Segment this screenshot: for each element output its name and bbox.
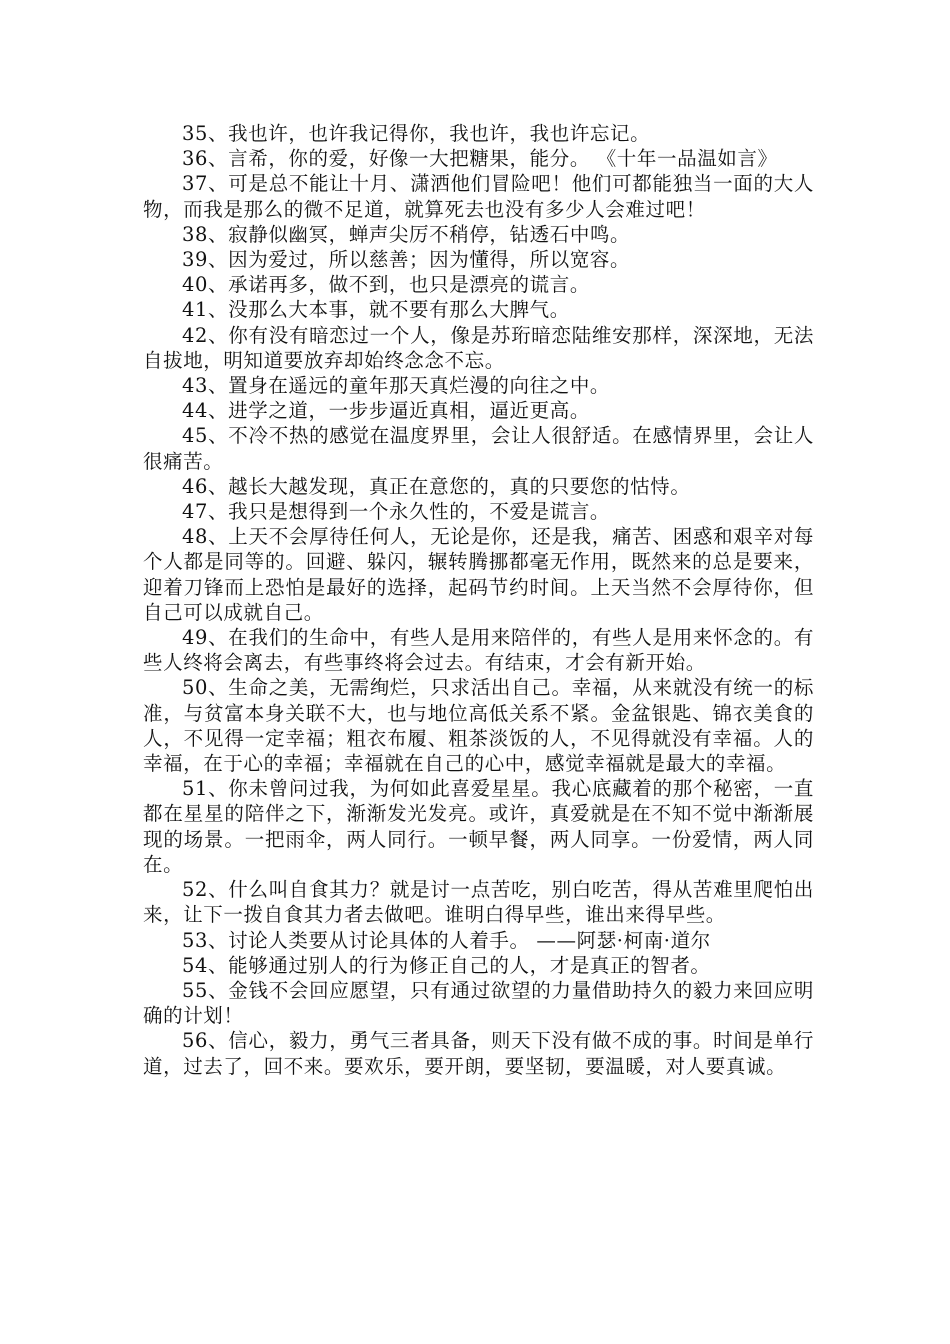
quote-paragraph-55: 55、金钱不会回应愿望，只有通过欲望的力量借助持久的毅力来回应明确的计划！ <box>143 978 814 1028</box>
quote-paragraph-50: 50、生命之美，无需绚烂，只求活出自己。幸福，从来就没有统一的标准，与贫富本身关联不大，也与地位高低关系不紧。金盆银匙、锦衣美食的人，不见得一定幸福；粗衣布履、粗茶淡饭的人，不见得就没有幸福。人的幸福，在于心的幸福；幸福就在自己的心中，感觉幸福就是最大的幸福。 <box>143 676 814 776</box>
quote-paragraph-37: 37、可是总不能让十月、潇洒他们冒险吧！他们可都能独当一面的大人物，而我是那么的微不足道，就算死去也没有多少人会难过吧！ <box>143 172 814 221</box>
quote-paragraph-40: 40、承诺再多，做不到，也只是漂亮的谎言。 <box>182 273 590 297</box>
quote-paragraph-53: 53、讨论人类要从讨论具体的人着手。 ——阿瑟·柯南·道尔 <box>182 928 711 952</box>
quote-paragraph-49: 49、在我们的生命中，有些人是用来陪伴的，有些人是用来怀念的。有些人终将会离去，有些事终将会过去。有结束，才会有新开始。 <box>143 626 814 675</box>
quote-paragraph-52: 52、什么叫自食其力？就是讨一点苦吃，别白吃苦，得从苦难里爬怕出来，让下一拨自食其力者去做吧。谁明白得早些，谁出来得早些。 <box>143 878 814 927</box>
document-body <box>143 121 814 1079</box>
quote-paragraph-51: 51、你未曾问过我，为何如此喜爱星星。我心底藏着的那个秘密，一直都在星星的陪伴之下，渐渐发光发亮。或许，真爱就是在不知不觉中渐渐展现的场景。一把雨伞，两人同行。一顿早餐，两人同享。一份爱情，两人同在。 <box>143 777 814 876</box>
quote-paragraph-36: 36、言希，你的爱，好像一大把糖果，能分。 《十年一品温如言》 <box>182 147 778 171</box>
quote-paragraph-38: 38、寂静似幽冥，蝉声尖厉不稍停，钻透石中鸣。 <box>182 222 631 246</box>
quote-paragraph-44: 44、进学之道，一步步逼近真相，逼近更高。 <box>182 399 590 423</box>
quote-paragraph-56: 56、信心，毅力，勇气三者具备，则天下没有做不成的事。时间是单行道，过去了，回不来。要欢乐，要开朗，要坚韧，要温暖，对人要真诚。 <box>143 1029 814 1078</box>
quote-paragraph-46: 46、越长大越发现，真正在意您的，真的只要您的怙恃。 <box>182 474 691 498</box>
quote-paragraph-41: 41、没那么大本事，就不要有那么大脾气。 <box>182 298 570 322</box>
quote-paragraph-47: 47、我只是想得到一个永久性的，不爱是谎言。 <box>182 500 611 524</box>
quote-paragraph-43: 43、置身在遥远的童年那天真烂漫的向往之中。 <box>182 374 611 398</box>
quote-paragraph-45: 45、不冷不热的感觉在温度界里，会让人很舒适。在感情界里，会让人很痛苦。 <box>143 424 814 473</box>
quote-paragraph-42: 42、你有没有暗恋过一个人，像是苏珩暗恋陆维安那样，深深地，无法自拔地，明知道要放弃却始终念念不忘。 <box>143 323 814 372</box>
quote-paragraph-35: 35、我也许，也许我记得你，我也许，我也许忘记。 <box>182 122 651 145</box>
quote-paragraph-39: 39、因为爱过，所以慈善；因为懂得，所以宽容。 <box>182 248 631 272</box>
quote-paragraph-54: 54、能够通过别人的行为修正自己的人，才是真正的智者。 <box>182 953 711 977</box>
quote-paragraph-48: 48、上天不会厚待任何人，无论是你，还是我，痛苦、困惑和艰辛对每个人都是同等的。回避、躲闪，辗转腾挪都毫无作用，既然来的总是要来，迎着刀锋而上恐怕是最好的选择，起码节约时间。上天当然不会厚待你，但自己可以成就自己。 <box>143 525 814 624</box>
